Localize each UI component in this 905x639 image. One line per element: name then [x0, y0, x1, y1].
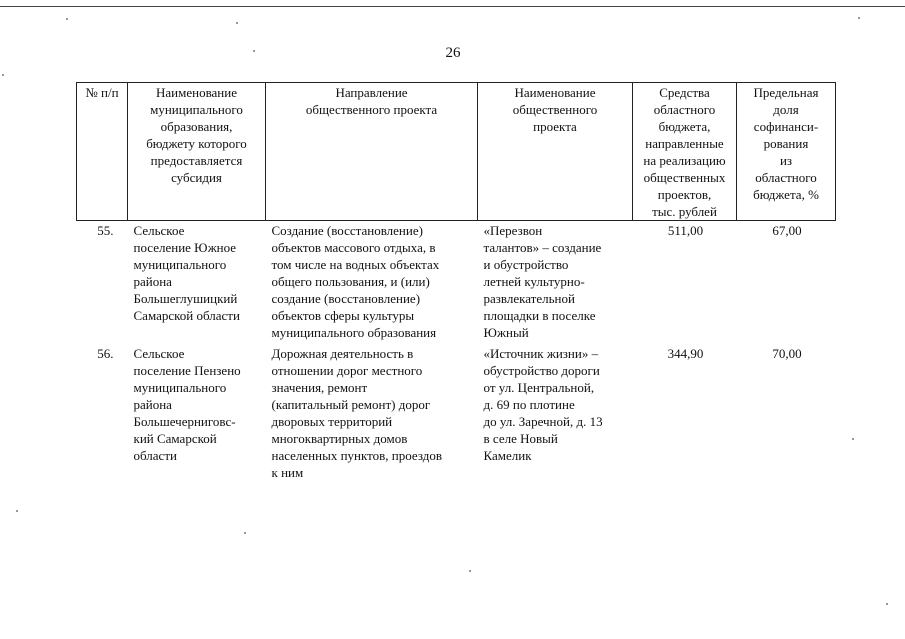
table-row [77, 344, 836, 484]
row-municipality-text: Сельское поселение Пензено муниципального района Большечерниговс- кий Самарской области [133, 346, 241, 463]
header-project-label: Наименование общественного проекта [512, 85, 598, 134]
row-municipality [128, 344, 266, 484]
row-direction-text: Создание (восстановление) объектов массового отдыха, в том числе на водных объектах общего пользования, и (или) создание (восстановление) объектов сферы культуры муниципального образования [271, 223, 440, 340]
table-row [77, 221, 836, 345]
row-share: 67,00 [772, 223, 802, 238]
scan-speck [244, 532, 246, 534]
header-direction [266, 83, 478, 221]
header-number-label: № п/п [85, 85, 119, 100]
row-project [478, 221, 633, 345]
scan-speck [16, 510, 18, 512]
row-project-text: «Перезвон талантов» – создание и обустройство летней культурно- развлекательной площадки в поселке Южный [483, 223, 602, 340]
row-project-text: «Источник жизни» – обустройство дороги от ул. Центральной, д. 69 по плотине до ул. Заречной, д. 13 в селе Новый Камелик [483, 346, 603, 463]
header-municipality [128, 83, 266, 221]
header-share-label: Предельная доля софинанси- рования из областного бюджета, % [753, 85, 819, 202]
scan-speck [66, 18, 68, 20]
row-funds: 511,00 [667, 223, 704, 238]
row-number: 56. [97, 346, 114, 361]
row-municipality [128, 221, 266, 345]
row-project [478, 344, 633, 484]
scan-speck [2, 74, 4, 76]
scan-speck [886, 603, 888, 605]
header-share [737, 83, 836, 221]
scan-speck [469, 570, 471, 572]
header-number [77, 83, 128, 221]
table-header [77, 83, 836, 221]
header-municipality-label: Наименование муниципального образования, бюджету которого предоставляется субсидия [146, 85, 247, 185]
row-direction [266, 221, 478, 345]
table-header-row [77, 83, 836, 221]
table-body [77, 221, 836, 485]
scan-speck [253, 50, 255, 52]
scan-speck [236, 22, 238, 24]
subsidy-table [76, 82, 836, 484]
row-number: 55. [97, 223, 114, 238]
header-funds-label: Средства областного бюджета, направленные на реализацию общественных проектов, тыс. рублей [643, 85, 726, 219]
header-direction-label: Направление общественного проекта [305, 85, 438, 117]
row-municipality-text: Сельское поселение Южное муниципального района Большеглушицкий Самарской области [133, 223, 240, 323]
page-number: 26 [445, 45, 461, 61]
row-direction-text: Дорожная деятельность в отношении дорог местного значения, ремонт (капитальный ремонт) дорог дворовых территорий многоквартирных домов населенных пунктов, проездов к ним [271, 346, 442, 480]
header-funds [633, 83, 737, 221]
row-direction [266, 344, 478, 484]
scan-speck [858, 17, 860, 19]
scan-top-edge-line [0, 6, 905, 7]
scan-speck [852, 438, 854, 440]
header-project [478, 83, 633, 221]
row-share: 70,00 [772, 346, 802, 361]
row-funds: 344,90 [667, 346, 704, 361]
